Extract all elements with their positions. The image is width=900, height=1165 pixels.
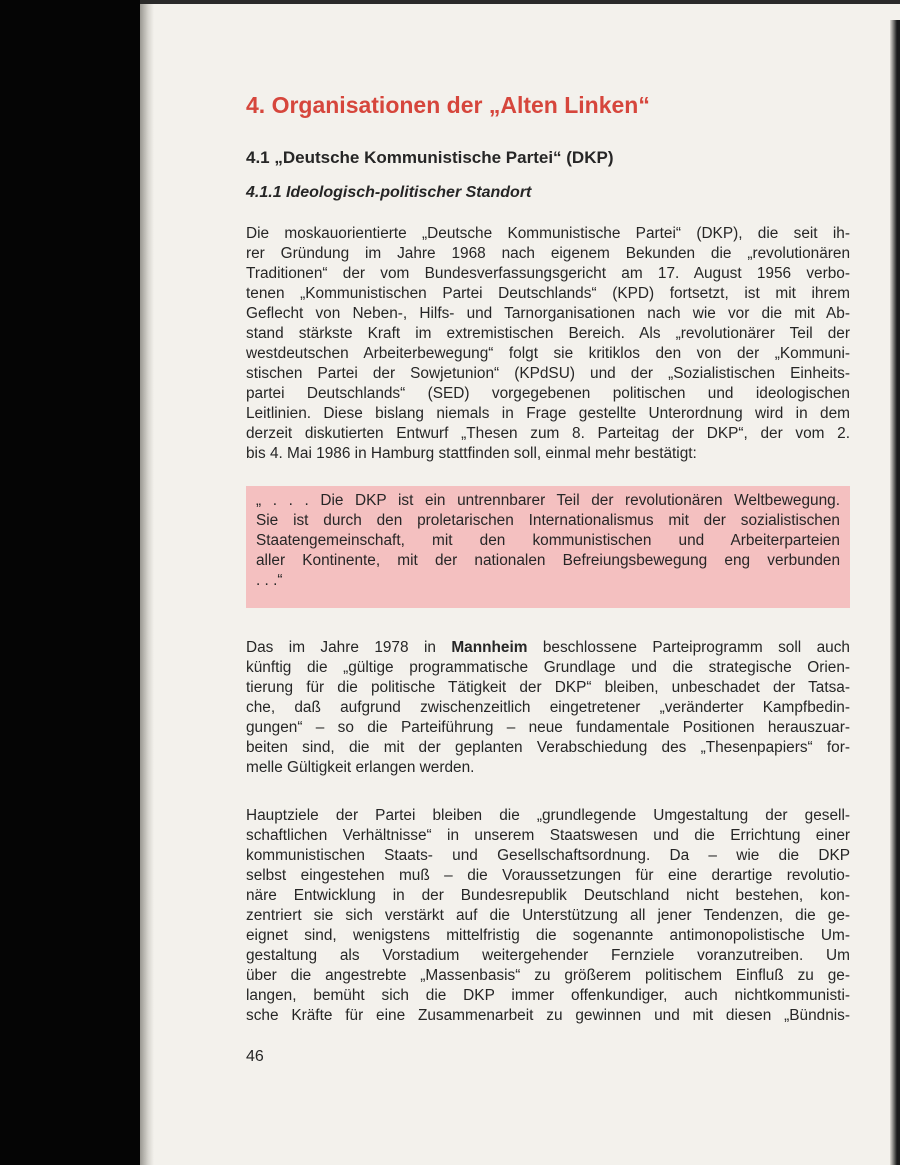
text-line: langen, bemüht sich die DKP immer offenkundiger, auch nichtkommunisti-	[246, 987, 850, 1004]
paragraph-main-goals	[246, 806, 850, 1026]
paragraph-ideological-standpoint	[246, 224, 850, 464]
page-number: 46	[246, 1048, 264, 1065]
text-line: stand stärkste Kraft im extremistischen Bereich. Als „revolutionärer Teil der	[246, 325, 850, 342]
quote-line: . . .“	[256, 572, 283, 589]
text-line: selbst eingestehen muß – die Voraussetzungen für eine derartige revolutio-	[246, 867, 850, 884]
page-right-edge	[890, 20, 900, 1165]
text-line: che, daß aufgrund zwischenzeitlich eingetretener „veränderter Kampfbedin-	[246, 699, 850, 716]
text-line: gestaltung als Vorstadium weitergehender Fernziele voranzutreiben. Um	[246, 947, 850, 964]
text-line: näre Entwicklung in der Bundesrepublik Deutschland nicht bestehen, kon-	[246, 887, 850, 904]
paragraph-party-program	[246, 638, 850, 778]
mannheim-keyword: Mannheim	[451, 639, 528, 656]
quote-line: aller Kontinente, mit der nationalen Befreiungsbewegung eng verbunden	[256, 552, 840, 569]
text-line: gungen“ – so die Parteiführung – neue fundamentale Positionen herauszuar-	[246, 719, 850, 736]
subsection-title: 4.1.1 Ideologisch-politischer Standort	[246, 184, 532, 201]
text-line: Leitlinien. Diese bislang niemals in Frage gestellte Unterordnung wird in dem	[246, 405, 850, 422]
text-fragment: beschlossene Parteiprogramm soll auch	[527, 639, 850, 656]
text-fragment: Das im Jahre 1978 in	[246, 639, 452, 656]
text-line: zentriert sie sich verstärkt auf die Unterstützung all jener Tendenzen, die ge-	[246, 907, 850, 924]
quote-text	[246, 486, 850, 591]
gutter-shadow	[140, 0, 154, 1165]
text-line: melle Gültigkeit erlangen werden.	[246, 759, 475, 776]
text-line: Traditionen“ der vom Bundesverfassungsgericht am 17. August 1956 verbo-	[246, 265, 850, 282]
chapter-title: 4. Organisationen der „Alten Linken“	[246, 92, 650, 118]
text-line: sche Kräfte für eine Zusammenarbeit zu gewinnen und mit diesen „Bündnis-	[246, 1007, 850, 1024]
text-line: über die angestrebte „Massenbasis“ zu größerem politischem Einfluß zu ge-	[246, 967, 850, 984]
text-line	[246, 638, 850, 658]
text-line: rer Gründung im Jahre 1968 nach eigenem Bekunden die „revolutionären	[246, 245, 850, 262]
page-top-edge	[140, 0, 900, 4]
text-line: künftig die „gültige programmatische Grundlage und die strategische Orien-	[246, 659, 850, 676]
quote-line: Staatengemeinschaft, mit den kommunistischen und Arbeiterparteien	[256, 532, 840, 549]
text-line: stischen Partei der Sowjetunion“ (KPdSU) und der „Sozialistischen Einheits-	[246, 365, 850, 382]
text-line: tenen „Kommunistischen Partei Deutschlands“ (KPD) fortsetzt, ist mit ihrem	[246, 285, 850, 302]
text-line: bis 4. Mai 1986 in Hamburg stattfinden soll, einmal mehr bestätigt:	[246, 445, 697, 462]
text-line: beiten sind, die mit der geplanten Verabschiedung des „Thesenpapiers“ for-	[246, 739, 850, 756]
text-line: Die moskauorientierte „Deutsche Kommunistische Partei“ (DKP), die seit ih-	[246, 225, 850, 242]
text-line: derzeit diskutierten Entwurf „Thesen zum 8. Parteitag der DKP“, der vom 2.	[246, 425, 850, 442]
text-line: schaftlichen Verhältnisse“ in unserem Staatswesen und die Errichtung einer	[246, 827, 850, 844]
text-line: eignet sind, wenigstens mittelfristig die sogenannte antimonopolistische Um-	[246, 927, 850, 944]
text-line: tierung für die politische Tätigkeit der DKP“ bleiben, unbeschadet der Tatsa-	[246, 679, 850, 696]
text-line: Hauptziele der Partei bleiben die „grundlegende Umgestaltung der gesell-	[246, 807, 850, 824]
book-binding-shadow	[0, 0, 140, 1165]
quote-block	[246, 486, 850, 608]
quote-line: Sie ist durch den proletarischen Internationalismus mit der sozialistischen	[256, 512, 840, 529]
text-line: westdeutschen Arbeiterbewegung“ folgt sie kritiklos den von der „Kommuni-	[246, 345, 850, 362]
text-line: kommunistischen Staats- und Gesellschaftsordnung. Da – wie die DKP	[246, 847, 850, 864]
quote-line: „ . . . Die DKP ist ein untrennbarer Teil der revolutionären Weltbewegung.	[256, 492, 840, 509]
text-line: partei Deutschlands“ (SED) vorgegebenen politischen und ideologischen	[246, 385, 850, 402]
text-line: Geflecht von Neben-, Hilfs- und Tarnorganisationen nach wie vor die mit Ab-	[246, 305, 850, 322]
section-title: 4.1 „Deutsche Kommunistische Partei“ (DKP)	[246, 148, 614, 167]
